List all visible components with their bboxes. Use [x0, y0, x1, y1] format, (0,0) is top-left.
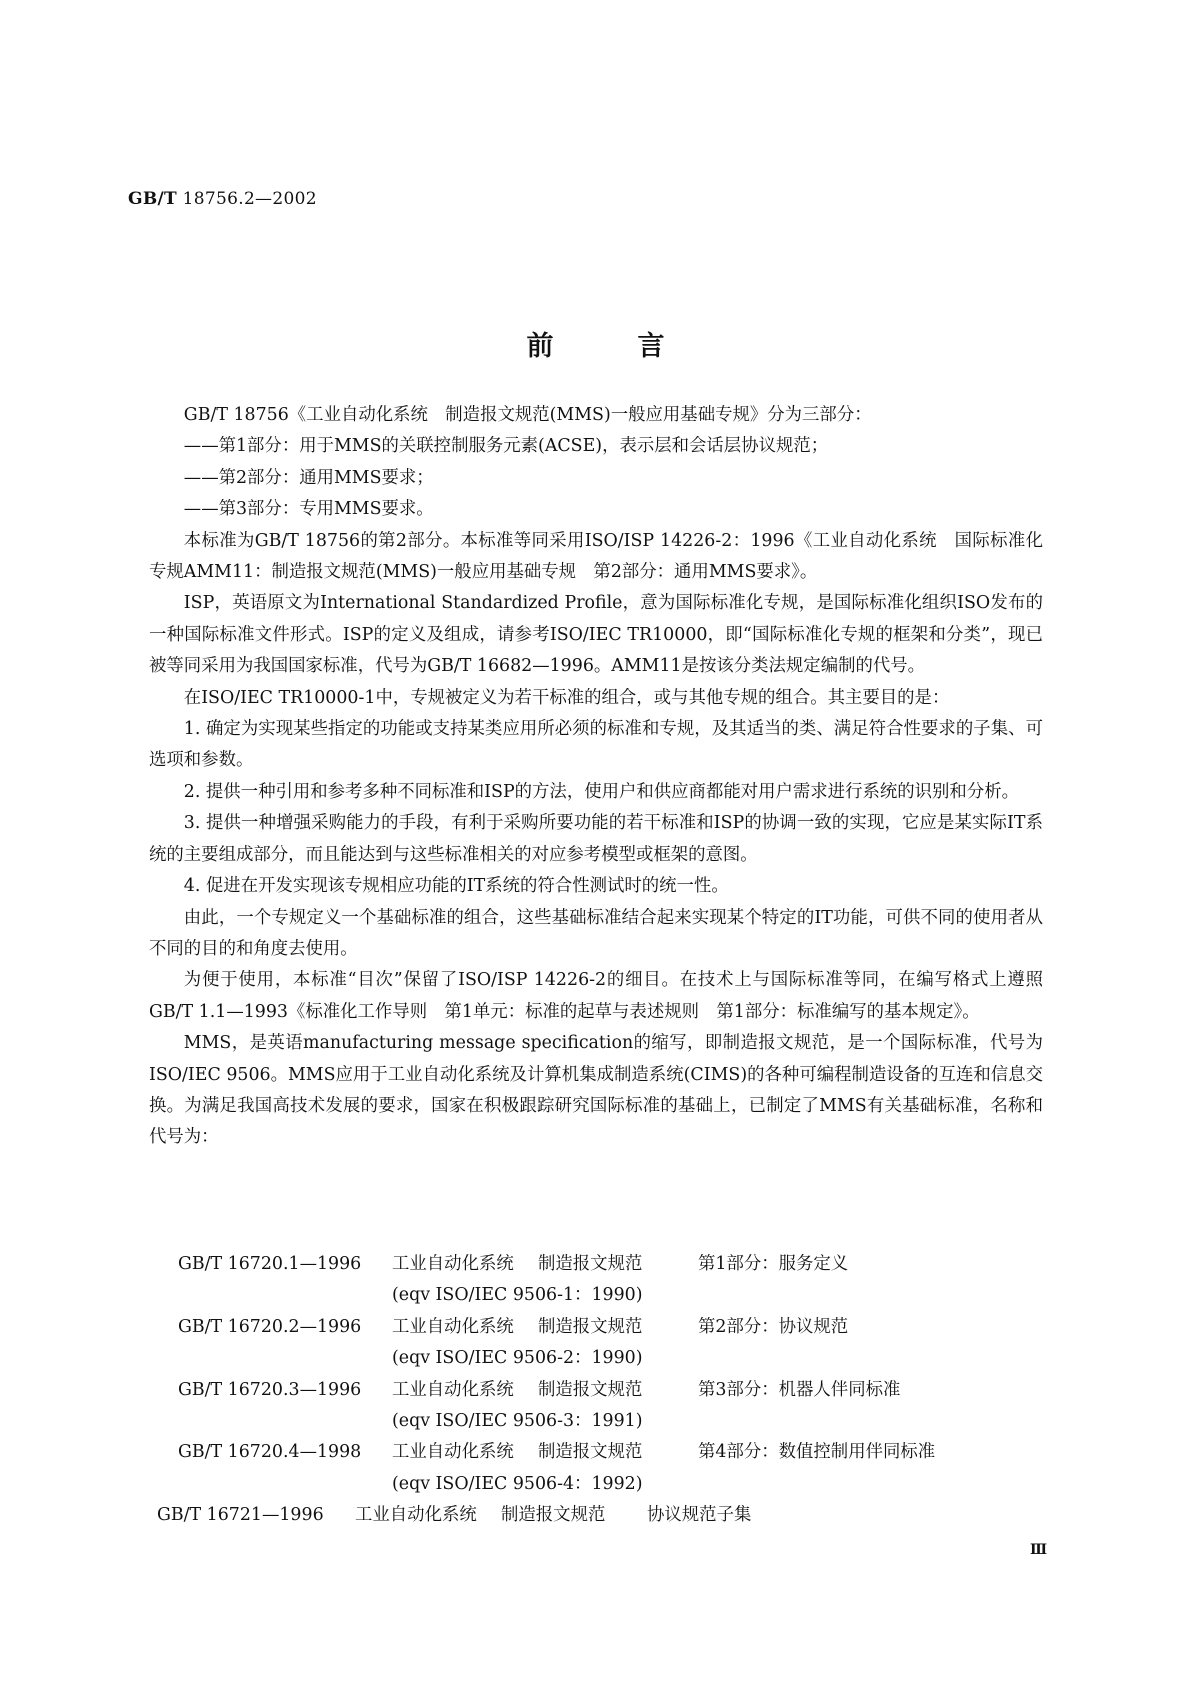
standard-title-system: 工业自动化系统 — [392, 1316, 514, 1337]
purpose-item-4: 4. 促进在开发实现该专规相应功能的IT系统的符合性测试时的统一性。 — [183, 876, 729, 897]
standard-row — [178, 1375, 1038, 1406]
document-code-prefix: GB/T — [128, 189, 177, 209]
standard-equivalence: (eqv ISO/IEC 9506-2：1990) — [392, 1348, 643, 1369]
standard-row — [178, 1437, 1038, 1468]
standard-title-part: 第1部分：服务定义 — [698, 1254, 849, 1274]
paragraph-format: 为便于使用，本标准“目次”保留了ISO/ISP 14226-2的细目。在技术上与国际标准等同，在编写格式上遵照GB/T 1.1—1993《标准化工作导则 第1单元：标准的起草与表述规则 第1部分：标准编写的基本规定》。 — [149, 970, 1043, 1022]
purpose-item-2: 2. 提供一种引用和参考多种不同标准和ISP的方法，使用户和供应商都能对用户需求进行系统的识别和分析。 — [183, 781, 1019, 802]
page-number: Ⅲ — [1030, 1542, 1048, 1558]
standard-title-mms: 制造报文规范 — [538, 1316, 643, 1337]
standard-title-subset: 协议规范子集 — [647, 1505, 752, 1526]
paragraph-mms: MMS，是英语manufacturing message specification的缩写，即制造报文规范，是一个国际标准，代号为ISO/IEC 9506。MMS应用于工业自动化系统及计算机集成制造系统(CIMS)的各种可编程制造设备的互连和信息交换。为满足我国高技术发展的要求，国家在积极跟踪研究国际标准的基础上，已制定了MMS有关基础标准，名称和代号为： — [149, 1033, 1043, 1148]
standard-title-part: 第3部分：机器人伴同标准 — [698, 1379, 901, 1400]
standard-row — [178, 1249, 1038, 1280]
standard-row — [178, 1312, 1038, 1343]
purpose-item-3: 3. 提供一种增强采购能力的手段，有利于采购所要功能的若干标准和ISP的协调一致的实现，它应是某实际IT系统的主要组成部分，而且能达到与这些标准相关的对应参考模型或框架的意图。 — [149, 813, 1043, 865]
standard-title-mms: 制造报文规范 — [501, 1505, 606, 1526]
standard-row — [157, 1500, 1038, 1531]
standard-number: GB/T 16721—1996 — [157, 1505, 324, 1526]
standard-title-mms: 制造报文规范 — [538, 1379, 643, 1400]
standard-number: GB/T 16720.3—1996 — [178, 1379, 362, 1400]
page-title: 前言 — [526, 331, 749, 362]
list-item-part3: ——第3部分：专用MMS要求。 — [183, 499, 434, 520]
standard-equivalence: (eqv ISO/IEC 9506-1：1990) — [392, 1285, 643, 1306]
standard-title-system: 工业自动化系统 — [392, 1379, 514, 1400]
standards-list — [157, 1249, 1038, 1532]
standard-title-mms: 制造报文规范 — [538, 1442, 643, 1463]
paragraph-profile-definition: 在ISO/IEC TR10000-1中，专规被定义为若干标准的组合，或与其他专规的组合。其主要目的是： — [183, 687, 950, 708]
standard-title-part: 第2部分：协议规范 — [698, 1316, 849, 1337]
list-item-part2: ——第2部分：通用MMS要求； — [183, 467, 434, 488]
standard-number: GB/T 16720.4—1998 — [178, 1442, 362, 1463]
document-code — [128, 189, 317, 209]
standard-number: GB/T 16720.2—1996 — [178, 1316, 362, 1337]
paragraph-isp: ISP，英语原文为International Standardized Profile，意为国际标准化专规，是国际标准化组织ISO发布的一种国际标准文件形式。ISP的定义及组成，请参考ISO/IEC TR10000，即“国际标准化专规的框架和分类”，现已被等同采用为我国国家标准，代号为GB/T 16682—1996。AMM11是按该分类法规定编制的代号。 — [149, 593, 1043, 677]
paragraph-conclusion: 由此，一个专规定义一个基础标准的组合，这些基础标准结合起来实现某个特定的IT功能，可供不同的使用者从不同的目的和角度去使用。 — [149, 907, 1043, 959]
standard-title-part: 第4部分：数值控制用伴同标准 — [698, 1442, 936, 1463]
standard-title-system: 工业自动化系统 — [392, 1442, 514, 1463]
document-code-number: 18756.2—2002 — [176, 189, 317, 209]
paragraph-intro: GB/T 18756《工业自动化系统 制造报文规范(MMS)一般应用基础专规》分为三部分： — [183, 405, 872, 425]
standard-title-mms: 制造报文规范 — [538, 1254, 643, 1274]
standard-title-system: 工业自动化系统 — [355, 1505, 477, 1526]
list-item-part1: ——第1部分：用于MMS的关联控制服务元素(ACSE)，表示层和会话层协议规范； — [183, 436, 829, 457]
standard-number: GB/T 16720.1—1996 — [178, 1254, 362, 1274]
standard-equivalence: (eqv ISO/IEC 9506-4：1992) — [392, 1473, 643, 1494]
purpose-item-1: 1. 确定为实现某些指定的功能或支持某类应用所必须的标准和专规，及其适当的类、满足符合性要求的子集、可选项和参数。 — [149, 719, 1043, 771]
paragraph-adoption: 本标准为GB/T 18756的第2部分。本标准等同采用ISO/ISP 14226-2：1996《工业自动化系统 国际标准化专规AMM11：制造报文规范(MMS)一般应用基础专规 第2部分：通用MMS要求》。 — [149, 530, 1043, 583]
standard-equivalence: (eqv ISO/IEC 9506-3：1991) — [392, 1411, 643, 1432]
foreword-body — [149, 400, 1043, 1154]
standard-title-system: 工业自动化系统 — [392, 1254, 514, 1274]
